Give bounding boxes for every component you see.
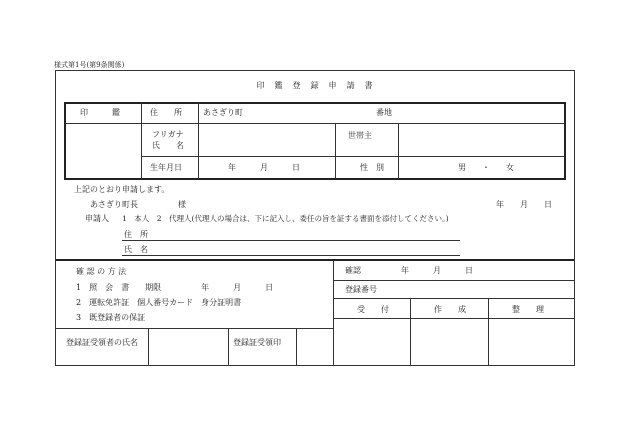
agent-address-label: 住 所: [124, 230, 148, 239]
seal-label: 印 鑑: [80, 108, 120, 117]
confirm-item-3: 3 既登録者の保証: [76, 313, 146, 322]
confirm-item-2: 2 運転免許証 個人番号カード 身分証明書: [76, 298, 242, 307]
gender-options[interactable]: 男 ・ 女: [458, 163, 514, 172]
divider: [141, 103, 142, 179]
receiver-name-label: 登録証受領者の氏名: [66, 338, 138, 347]
receive-label: 受 付: [357, 305, 389, 314]
create-label: 作 成: [434, 305, 466, 314]
reg-number-label: 登録番号: [345, 285, 377, 294]
divider: [334, 280, 574, 281]
manage-label: 整 理: [512, 305, 544, 314]
divider: [488, 298, 489, 366]
divider: [335, 123, 336, 179]
form-number: 様式第1号(第9条関係): [54, 61, 125, 69]
divider: [142, 156, 565, 157]
divider: [410, 298, 411, 366]
address-value[interactable]: あさぎり町: [203, 108, 243, 117]
divider: [228, 328, 229, 366]
divider: [65, 123, 565, 124]
section-divider: [56, 259, 574, 261]
divider: [398, 123, 399, 179]
agent-name-label: 氏 名: [124, 245, 148, 254]
furigana-label: フリガナ: [152, 130, 184, 139]
divider: [148, 328, 149, 366]
divider: [334, 298, 574, 299]
confirm-item-1: 1 照 会 書 期限 年 月 日: [76, 283, 274, 292]
gender-label: 性 別: [360, 163, 384, 172]
application-date[interactable]: 年 月 日: [496, 200, 552, 209]
name-label: 氏 名: [152, 141, 184, 150]
divider: [198, 103, 199, 179]
application-statement: 上記のとおり申請します。: [74, 185, 170, 194]
banchi-label: 番地: [376, 108, 392, 117]
divider: [56, 328, 333, 329]
receipt-seal-label: 登録証受領印: [233, 338, 281, 347]
divider: [296, 328, 297, 366]
address-label: 住 所: [150, 108, 182, 117]
agent-address-line[interactable]: [122, 240, 460, 241]
form-title: 印 鑑 登 録 申 請 書: [256, 81, 374, 90]
confirm-heading: 確 認 の 方 法: [76, 267, 127, 276]
applicant-label: 申請人: [85, 214, 109, 223]
addressee: あさぎり町長 様: [90, 200, 186, 209]
birth-date-field[interactable]: 年 月 日: [228, 163, 300, 172]
birth-label: 生年月日: [150, 163, 182, 172]
agent-name-line[interactable]: [122, 255, 460, 256]
divider: [334, 318, 574, 319]
divider: [333, 260, 334, 366]
applicant-options[interactable]: 1 本人 2 代理人(代理人の場合は、下に記入し、委任の旨を証する書面を添付してください。): [122, 214, 449, 223]
confirm-date: 確認 年 月 日: [345, 266, 473, 275]
household-label: 世帯主: [348, 131, 372, 140]
